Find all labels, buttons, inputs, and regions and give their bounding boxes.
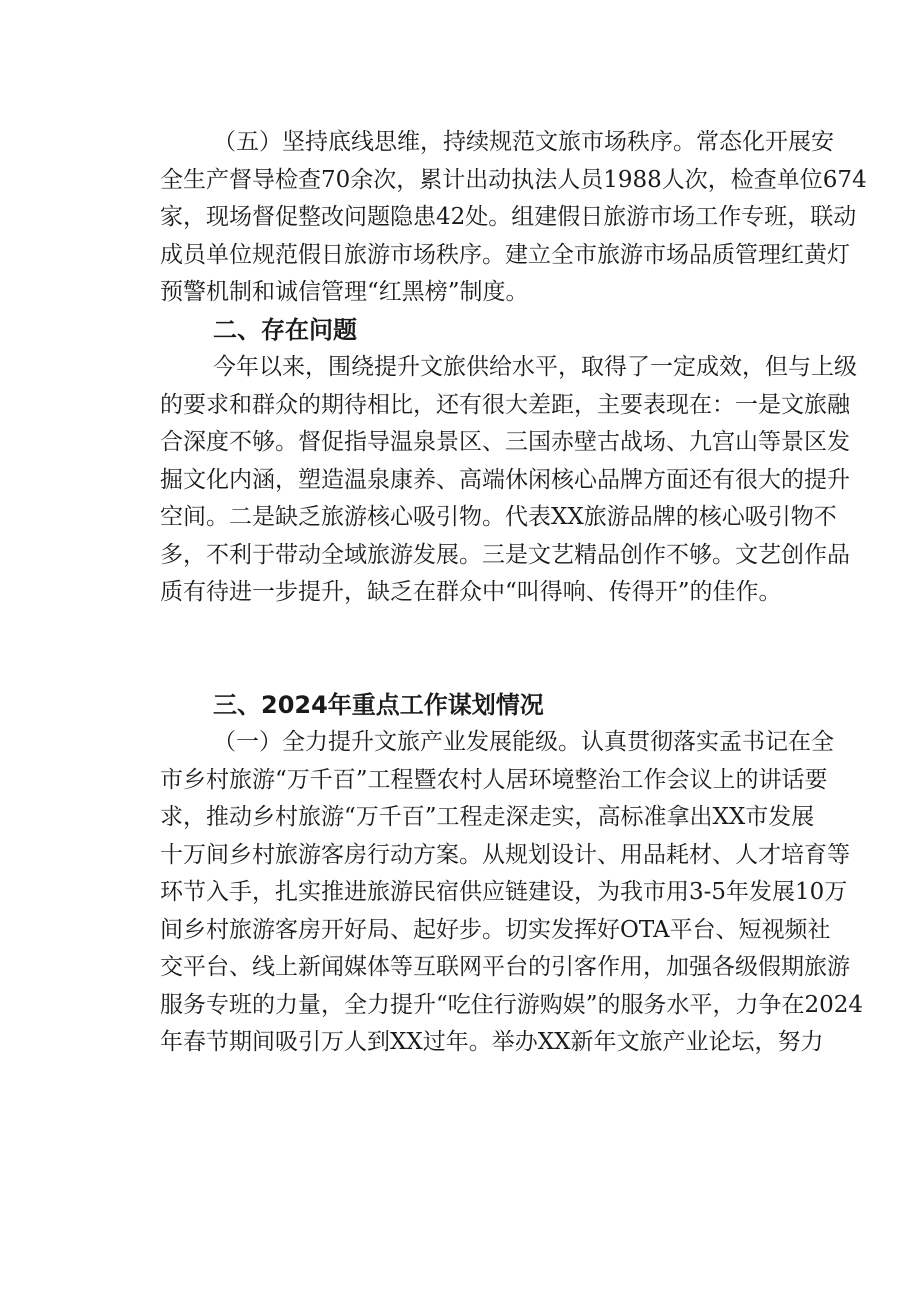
paragraph-line: 今年以来，围绕提升文旅供给水平，取得了一定成效，但与上级 <box>213 354 857 380</box>
paragraph-line: 市乡村旅游“万千百”工程暨农村人居环境整治工作会议上的讲话要 <box>160 767 828 793</box>
paragraph-line: 环节入手，扎实推进旅游民宿供应链建设，为我市用3-5年发展10万 <box>160 879 848 905</box>
paragraph-line: （一）全力提升文旅产业发展能级。认真贯彻落实孟书记在全 <box>213 729 834 755</box>
paragraph-line: 质有待进一步提升，缺乏在群众中“叫得响、传得开”的佳作。 <box>160 579 782 605</box>
paragraph-line: 成员单位规范假日旅游市场秩序。建立全市旅游市场品质管理红黄灯 <box>160 242 850 268</box>
paragraph-line: 合深度不够。督促指导温泉景区、三国赤壁古战场、九宫山等景区发 <box>160 429 850 455</box>
paragraph-line: 家，现场督促整改问题隐患42处。组建假日旅游市场工作专班，联动 <box>160 204 857 230</box>
paragraph-line: 间乡村旅游客房开好局、起好步。切实发挥好OTA平台、短视频社 <box>160 917 831 943</box>
paragraph-line: 掘文化内涵，塑造温泉康养、高端休闲核心品牌方面还有很大的提升 <box>160 467 850 493</box>
section-heading-2024-plan: 三、2024年重点工作谋划情况 <box>213 691 544 719</box>
paragraph-line: 年春节期间吸引万人到XX过年。举办XX新年文旅产业论坛，努力 <box>160 1029 824 1055</box>
paragraph-line: 服务专班的力量，全力提升“吃住行游购娱”的服务水平，力争在2024 <box>160 992 864 1018</box>
paragraph-line: 空间。二是缺乏旅游核心吸引物。代表XX旅游品牌的核心吸引物不 <box>160 504 837 530</box>
section-heading-problems: 二、存在问题 <box>213 316 357 344</box>
paragraph-line: 交平台、线上新闻媒体等互联网平台的引客作用，加强各级假期旅游 <box>160 954 850 980</box>
paragraph-line: 预警机制和诚信管理“红黑榜”制度。 <box>160 279 529 305</box>
paragraph-line: 全生产督导检查70余次，累计出动执法人员1988人次，检查单位674 <box>160 167 867 193</box>
paragraph-line: 十万间乡村旅游客房行动方案。从规划设计、用品耗材、人才培育等 <box>160 842 850 868</box>
paragraph-line: （五）坚持底线思维，持续规范文旅市场秩序。常态化开展安 <box>213 129 834 155</box>
paragraph-line: 多，不利于带动全域旅游发展。三是文艺精品创作不够。文艺创作品 <box>160 542 850 568</box>
paragraph-line: 求，推动乡村旅游“万千百”工程走深走实，高标准拿出XX市发展 <box>160 804 815 830</box>
paragraph-line: 的要求和群众的期待相比，还有很大差距，主要表现在：一是文旅融 <box>160 392 850 418</box>
